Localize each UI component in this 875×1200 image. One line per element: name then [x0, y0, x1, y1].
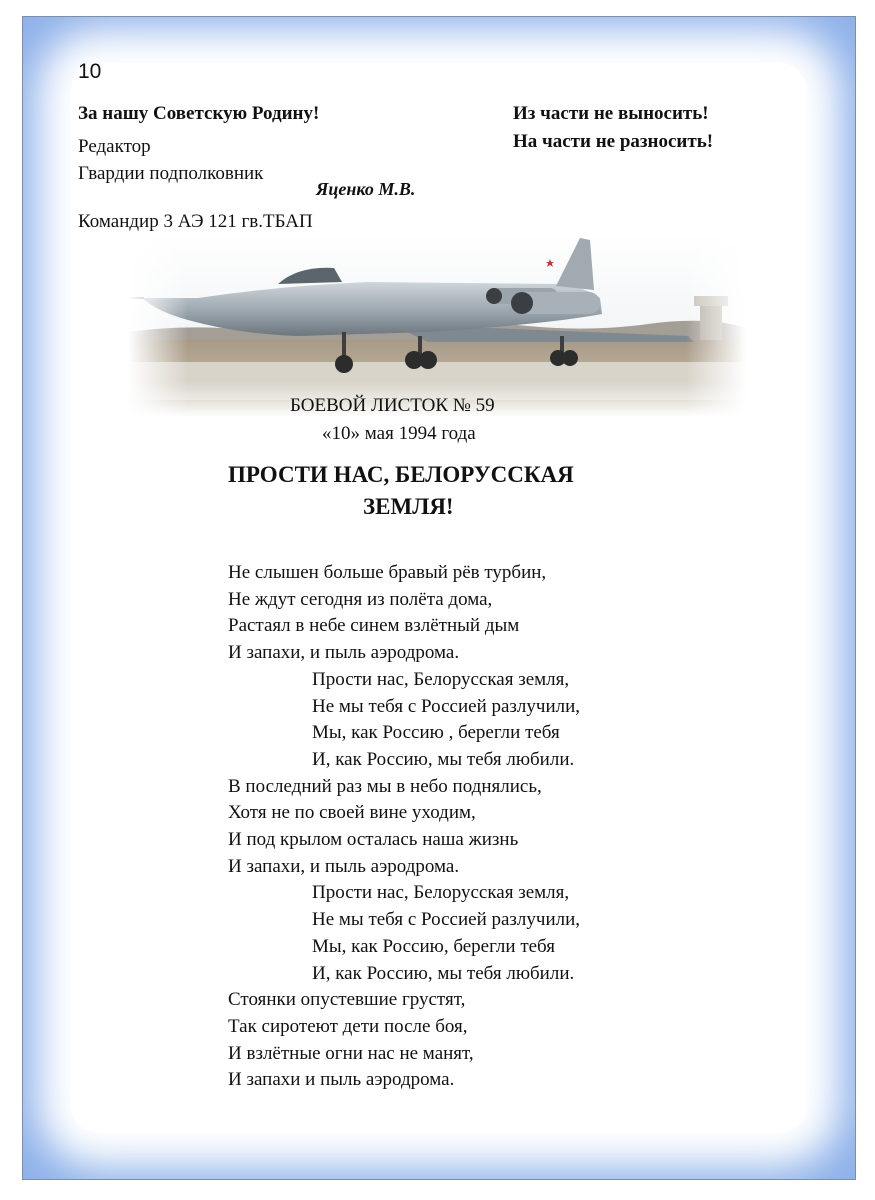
poem-refrain-line: Не мы тебя с Россией разлучили, — [312, 909, 581, 931]
slogan: За нашу Советскую Родину! — [78, 103, 320, 124]
poem-line: И взлётные огни нас не манят, — [228, 1042, 474, 1064]
aircraft-illustration — [128, 232, 746, 417]
poem-line: И запахи и пыль аэродрома. — [228, 1069, 455, 1091]
poem-refrain-line: Не мы тебя с Россией разлучили, — [312, 695, 581, 717]
poem-line: И под крылом осталась наша жизнь — [228, 829, 519, 851]
poem-refrain-line: Мы, как Россию , берегли тебя — [312, 722, 560, 744]
poem-body — [228, 560, 580, 1094]
poem-title-line-2: ЗЕМЛЯ! — [363, 494, 454, 519]
aircraft-photo — [128, 232, 746, 417]
poem-refrain-line: И, как Россию, мы тебя любили. — [312, 748, 575, 770]
leaflet-date: «10» мая 1994 года — [322, 423, 476, 444]
poem-title-line-1: ПРОСТИ НАС, БЕЛОРУССКАЯ — [228, 462, 574, 487]
warning-line-1: Из части не выносить! — [513, 103, 709, 124]
leaflet-issue: БОЕВОЙ ЛИСТОК № 59 — [290, 395, 495, 416]
poem-refrain-line: Прости нас, Белорусская земля, — [312, 882, 570, 904]
poem-refrain-line: И, как Россию, мы тебя любили. — [312, 962, 575, 984]
warning-line-2: На части не разносить! — [513, 131, 714, 152]
poem-line: Стоянки опустевшие грустят, — [228, 989, 466, 1011]
poem-refrain-line: Прости нас, Белорусская земля, — [312, 668, 570, 690]
editor-rank: Гвардии подполковник — [78, 163, 264, 184]
editor-label: Редактор — [78, 136, 151, 157]
poem-line: В последний раз мы в небо поднялись, — [228, 775, 542, 797]
poem-line: Не ждут сегодня из полёта дома, — [228, 588, 493, 610]
poem-line: И запахи, и пыль аэродрома. — [228, 642, 460, 664]
poem-line: Так сиротеют дети после боя, — [228, 1015, 468, 1037]
poem-line: Не слышен больше бравый рёв турбин, — [228, 562, 547, 583]
poem-line: И запахи, и пыль аэродрома. — [228, 855, 460, 877]
poem-line: Растаял в небе синем взлётный дым — [228, 615, 520, 637]
poem-line: Хотя не по своей вине уходим, — [228, 802, 476, 824]
editor-role: Командир 3 АЭ 121 гв.ТБАП — [78, 211, 313, 232]
page-number: 10 — [78, 60, 102, 83]
editor-name: Яценко М.В. — [316, 179, 416, 199]
poem-refrain-line: Мы, как Россию, берегли тебя — [312, 935, 555, 957]
